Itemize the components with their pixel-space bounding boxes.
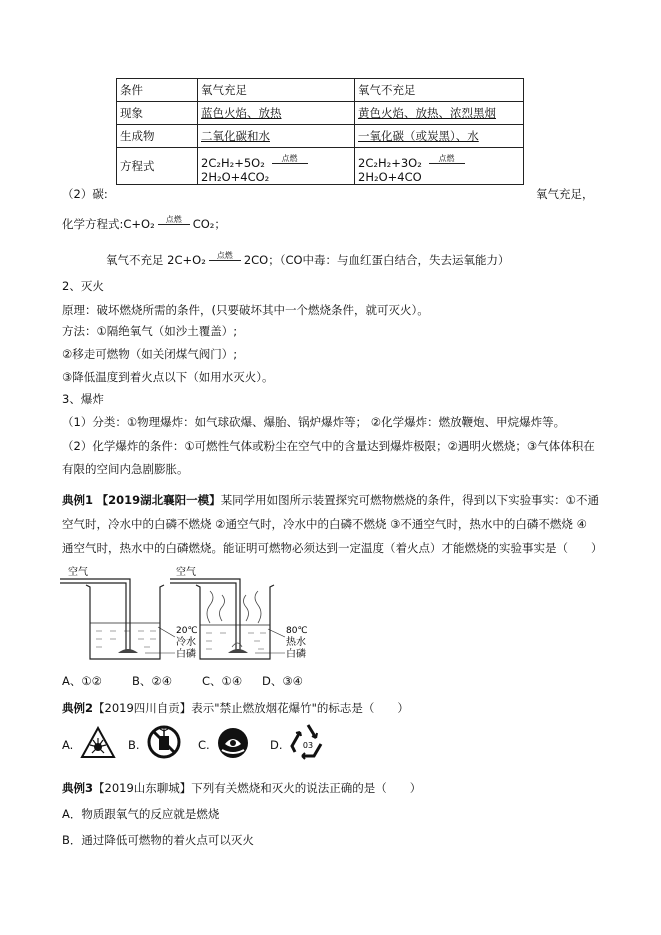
extinguish-principle: 原理：破坏燃烧所需的条件，(只要破坏其中一个燃烧条件，就可灭火）。 (62, 303, 429, 317)
ex2-option-b[interactable]: B. (128, 738, 140, 752)
ex2-option-c[interactable]: C. (198, 738, 210, 752)
beaker-figures (60, 565, 320, 670)
beaker-cold-outline (86, 585, 164, 659)
explosion-classification: （1）分类：①物理爆炸：如气球砍爆、爆胎、锅炉爆炸等； ②化学爆炸：燃放鞭炮、甲烷爆炸等。 (62, 415, 566, 429)
table-cell (355, 148, 524, 185)
fig1-water-label: 冷水 (176, 637, 196, 648)
carbon-eq-label: 化学方程式: (62, 217, 124, 231)
ex3-text: 【2019山东聊城】下列有关燃烧和灭火的说法正确的是（ ） (93, 781, 422, 795)
carbon-eq-arrow (158, 215, 190, 225)
ex1-line2: 空气时，冷水中的白磷不燃烧 ②通空气时，冷水中的白磷不燃烧 ③不通空气时，热水中的白磷不燃烧 ④ (62, 517, 587, 531)
eq2-left: 2C₂H₂+3O₂ (358, 156, 422, 170)
fig2-water-label: 热水 (286, 637, 306, 648)
white-phosphorus-hot (228, 649, 248, 653)
explosion-condition-1: （2）化学爆炸的条件：①可燃性气体或粉尘在空气中的含量达到爆炸极限；②遇明火燃烧；③气体体积在 (62, 439, 595, 453)
fig1-temp-label: 20℃ (176, 626, 198, 636)
ex1-line3: 通空气时，热水中的白磷燃烧。能证明可燃物必须达到一定温度（着火点）才能燃烧的实验事实是（ ） (62, 541, 603, 555)
eq1-arrow (272, 154, 308, 164)
table-cell (355, 102, 524, 125)
table-cell: 氧气充足 (198, 79, 355, 102)
fig2-p-label: 白磷 (286, 649, 306, 660)
explosion-condition-2: 有限的空间内急剧膨胀。 (62, 462, 189, 476)
table-cell: 氧气不充足 (355, 79, 524, 102)
ex1-option-c[interactable]: C、①④ (202, 674, 243, 688)
ex1-option-b[interactable]: B、②④ (132, 674, 173, 688)
table-cell: 方程式 (117, 148, 198, 185)
carbon-lack-line (106, 252, 510, 268)
table-header-row (117, 79, 524, 102)
eq2-right: 2H₂O+4CO (358, 170, 422, 184)
extinguish-method1: 方法：①隔绝氧气（如沙土覆盖）; (62, 324, 238, 338)
table-row (117, 125, 524, 148)
carbon-lack-arrow (209, 251, 241, 261)
carbon-eq-condition: 点燃 (165, 215, 182, 224)
explosion-title: 3、爆炸 (62, 392, 104, 406)
recycle-number: 03 (302, 741, 314, 750)
ex3-option-a[interactable]: A．物质跟氧气的反应就是燃烧 (62, 807, 220, 821)
table-cell (355, 125, 524, 148)
eq1-condition: 点燃 (281, 154, 298, 163)
table-row (117, 102, 524, 125)
product-full-text: 二氧化碳和水 (201, 129, 270, 143)
table-cell: 生成物 (117, 125, 198, 148)
combustion-table (116, 78, 524, 185)
carbon-lack-condition: 点燃 (216, 251, 233, 260)
ex3-option-b[interactable]: B．通过降低可燃物的着火点可以灭火 (62, 833, 254, 847)
ex2-option-a[interactable]: A. (62, 738, 74, 752)
ex1-text1: 某同学用如图所示装置探究可燃物燃烧的条件，得到以下实验事实：①不通 (220, 493, 599, 507)
fig1-p-label: 白磷 (176, 649, 196, 660)
eq2-condition: 点燃 (438, 154, 455, 163)
blue-flame-text: 蓝色火焰、放热 (201, 106, 282, 120)
carbon-eq-line (62, 216, 226, 232)
ex3-label: 典例3 (62, 781, 94, 795)
table-cell (198, 102, 355, 125)
ex2-text: 【2019四川自贡】表示"禁止燃放烟花爆竹"的标志是（ ） (93, 701, 409, 715)
fig1-air-label: 空气 (68, 567, 88, 578)
ex2-option-d[interactable]: D. (270, 738, 283, 752)
recycle-icon (288, 722, 328, 760)
carbon-eq-right: CO₂； (192, 217, 226, 231)
ex3-line (62, 780, 421, 796)
eq1-left: 2C₂H₂+5O₂ (201, 156, 265, 170)
carbon-intro: （2）碳: (62, 187, 108, 201)
extinguish-method2: ②移走可燃物（如关闭煤气阀门）; (62, 347, 238, 361)
ex1-option-a[interactable]: A、①② (62, 674, 102, 688)
carbon-lack-left: 2C+O₂ (167, 253, 206, 267)
table-cell: 条件 (117, 79, 198, 102)
fig2-air-label: 空气 (176, 567, 196, 578)
ex1-line1 (62, 492, 599, 508)
yellow-flame-text: 黄色火焰、放热、浓烈黑烟 (358, 106, 496, 120)
extinguish-title: 2、灭火 (62, 279, 104, 293)
ex1-option-d[interactable]: D、③④ (262, 674, 303, 688)
beaker-hot-outline (196, 585, 274, 659)
extinguish-method3: ③降低温度到着火点以下（如用水灭火）。 (62, 370, 274, 384)
eq2-arrow (429, 154, 465, 164)
fig2-temp-label: 80℃ (286, 626, 308, 636)
table-cell (198, 125, 355, 148)
white-phosphorus-cold (118, 649, 138, 653)
ex2-line (62, 700, 409, 716)
ex1-label: 典例1 (62, 493, 94, 507)
no-fireworks-icon (146, 724, 182, 760)
carbon-lack-right: 2CO；（CO中毒：与血红蛋白结合，失去运氧能力） (243, 253, 510, 267)
carbon-o2-full: 氧气充足， (536, 187, 594, 201)
table-cell (198, 148, 355, 185)
table-cell: 现象 (117, 102, 198, 125)
explosive-warning-icon (80, 726, 116, 760)
eq1-right: 2H₂O+4CO₂ (201, 170, 270, 184)
ex2-label: 典例2 (62, 701, 94, 715)
ex1-source: 【2019湖北襄阳一模】 (96, 493, 221, 507)
water-saving-icon (216, 726, 250, 760)
product-lack-text: 一氧化碳（或炭黑）、水 (358, 129, 479, 143)
carbon-eq-left: C+O₂ (123, 217, 155, 231)
carbon-lack-label: 氧气不充足 (106, 253, 164, 267)
table-row (117, 148, 524, 185)
